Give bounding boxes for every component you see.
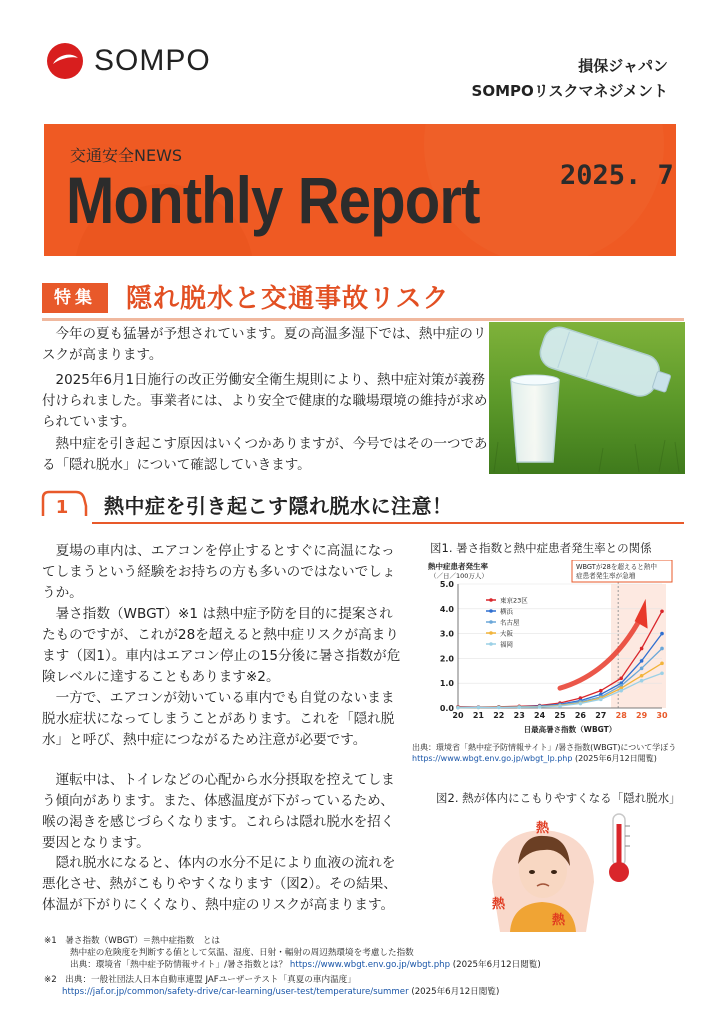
legend-label: 名古屋 bbox=[500, 618, 520, 627]
heat-index-chart bbox=[426, 560, 686, 738]
callout-text-1: WBGTが28を超えると熱中 bbox=[576, 563, 657, 571]
figure-1-source-title: 出典：環境省「熱中症予防情報サイト」/暑さ指数(WBGT)について学ぼう bbox=[412, 743, 677, 752]
legend-marker bbox=[489, 598, 493, 602]
footnote-2 bbox=[44, 974, 499, 998]
y-axis-label: 熱中症患者発生率 bbox=[428, 562, 488, 571]
x-tick-label: 23 bbox=[513, 711, 525, 720]
heat-label-head: 熱 bbox=[536, 821, 550, 836]
data-point bbox=[538, 705, 542, 709]
data-point bbox=[640, 659, 644, 663]
data-point bbox=[477, 706, 481, 710]
section-number: 1 bbox=[55, 497, 69, 518]
x-tick-label: 24 bbox=[534, 711, 546, 720]
body-paragraph-1: 夏場の車内は、エアコンを停止するとすぐに高温になってしまうという経験をお持ちの方も多いのではないでしょうか。 bbox=[42, 543, 396, 601]
footnote-1-date: (2025年6月12日閲覧) bbox=[452, 960, 541, 970]
x-tick-label: 28 bbox=[615, 711, 627, 720]
intro-paragraph-3: 熱中症を引き起こす原因はいくつかありますが、今号ではその一つである「隠れ脱水」について確認していきます。 bbox=[42, 436, 488, 473]
y-axis-unit: （／日／100万人） bbox=[430, 572, 488, 580]
water-bottle-photo bbox=[489, 322, 685, 474]
data-point bbox=[456, 706, 460, 710]
legend-marker bbox=[489, 642, 493, 646]
footnote-2-source: ※2 出典：一般社団法人日本自動車連盟 JAFユーザーテスト「真夏の車内温度」 bbox=[44, 975, 356, 985]
sompo-logo-icon bbox=[46, 42, 84, 80]
data-point bbox=[517, 705, 521, 709]
figure-1-source-link[interactable]: https://www.wbgt.env.go.jp/wbgt_lp.php bbox=[412, 754, 573, 763]
y-tick-label: 1.0 bbox=[439, 679, 454, 689]
company-name-1: 損保ジャパン bbox=[578, 57, 668, 75]
section-title: 熱中症を引き起こす隠れ脱水に注意！ bbox=[104, 494, 453, 518]
footnote-2-date: (2025年6月12日閲覧) bbox=[411, 987, 500, 997]
legend-label: 横浜 bbox=[500, 607, 513, 616]
body-paragraph-4: 運転中は、トイレなどの心配から水分摂取を控えてしまう傾向があります。また、体感温度が下がっているため、喉の渇きを感じづらくなります。これらは隠れ脱水を招く要因となります。 bbox=[42, 772, 395, 851]
feature-tag: 特集 bbox=[42, 283, 108, 313]
issue-date: 2025. 7 bbox=[560, 160, 674, 191]
footnote-1-body: 熱中症の危険度を判断する値として気温、湿度、日射・輻射の周辺熱環境を考慮した指数 bbox=[70, 948, 414, 958]
body-paragraph-2: 暑さ指数（WBGT）※1 は熱中症予防を目的に提案されたものですが、これが28を超えると熱中症リスクが高まります（図1）。車内はエアコン停止の15分後に暑さ指数が危険レベルに達することもあります※2。 bbox=[42, 606, 401, 685]
footnote-1 bbox=[44, 935, 541, 971]
data-point bbox=[619, 676, 623, 680]
data-point bbox=[579, 702, 583, 706]
footnote-1-link[interactable]: https://www.wbgt.env.go.jp/wbgt.php bbox=[289, 960, 451, 970]
data-point bbox=[619, 689, 623, 693]
data-point bbox=[660, 671, 664, 675]
data-point bbox=[558, 704, 562, 708]
body-paragraph-3: 一方で、エアコンが効いている車内でも自覚のないまま脱水症状になってしまうことがあります。これを「隠れ脱水」と呼び、熱中症につながるため注意が必要です。 bbox=[42, 690, 395, 748]
legend-label: 福岡 bbox=[500, 640, 513, 649]
company-name-2: SOMPOリスクマネジメント bbox=[471, 82, 668, 100]
x-tick-label: 25 bbox=[554, 711, 566, 720]
news-label: 交通安全NEWS bbox=[70, 146, 183, 165]
intro-paragraph-2: 2025年6月1日施行の改正労働安全衛生規則により、熱中症対策が義務付けられました。事業者には、より安全で健康的な職場環境の維持が求められています。 bbox=[42, 372, 488, 430]
data-point bbox=[660, 609, 664, 613]
legend-marker bbox=[489, 609, 493, 613]
x-axis-label: 日最高暑さ指数（WBGT） bbox=[523, 725, 617, 734]
figure-2-caption: 図2. 熱が体内にこもりやすくなる「隠れ脱水」 bbox=[436, 791, 681, 805]
legend-marker bbox=[489, 620, 493, 624]
data-point bbox=[640, 674, 644, 678]
feature-divider bbox=[42, 318, 684, 321]
report-title: Monthly Report bbox=[66, 163, 480, 237]
x-tick-label: 29 bbox=[636, 711, 648, 720]
overheated-person-illustration bbox=[482, 812, 672, 932]
heat-label-left: 熱 bbox=[492, 897, 506, 912]
data-point bbox=[599, 689, 603, 693]
y-tick-label: 0.0 bbox=[439, 704, 454, 713]
data-point bbox=[640, 647, 644, 651]
section-number-badge bbox=[40, 486, 88, 524]
heat-label-body: 熱 bbox=[552, 913, 566, 928]
x-tick-label: 21 bbox=[472, 711, 484, 720]
figure-1-source bbox=[412, 742, 712, 764]
data-point bbox=[640, 679, 644, 683]
footnote-2-link[interactable]: https://jaf.or.jp/common/safety-drive/car-learning/user-test/temperature/summer bbox=[62, 987, 409, 997]
thermometer-icon bbox=[609, 814, 630, 882]
feature-title: 隠れ脱水と交通事故リスク bbox=[126, 284, 450, 314]
x-tick-label: 27 bbox=[595, 711, 607, 720]
brand-name: SOMPO bbox=[94, 44, 211, 77]
legend-marker bbox=[489, 631, 493, 635]
x-tick-label: 30 bbox=[656, 711, 668, 720]
data-point bbox=[497, 706, 501, 710]
intro-paragraph-1: 今年の夏も猛暑が予想されています。夏の高温多湿下では、熱中症のリスクが高まります。 bbox=[42, 326, 487, 363]
data-point bbox=[599, 698, 603, 702]
figure-1-source-date: (2025年6月12日閲覧) bbox=[574, 754, 657, 763]
data-point bbox=[640, 667, 644, 671]
figure-1-caption: 図1. 暑さ指数と熱中症患者発生率との関係 bbox=[430, 541, 652, 555]
data-point bbox=[660, 647, 664, 651]
y-tick-label: 5.0 bbox=[439, 580, 454, 589]
section-divider bbox=[92, 522, 684, 524]
legend-label: 大阪 bbox=[500, 629, 513, 638]
y-tick-label: 4.0 bbox=[439, 604, 454, 614]
data-point bbox=[660, 632, 664, 636]
x-tick-label: 26 bbox=[574, 711, 586, 720]
callout-text-2: 症患者発生率が急増 bbox=[576, 572, 636, 580]
x-tick-label: 22 bbox=[493, 711, 505, 720]
data-point bbox=[660, 662, 664, 666]
y-tick-label: 2.0 bbox=[439, 654, 454, 664]
footnote-1-source: 出典：環境省「熱中症予防情報サイト」/暑さ指数とは？ bbox=[70, 960, 288, 970]
x-tick-label: 20 bbox=[452, 711, 464, 720]
legend-label: 東京23区 bbox=[500, 596, 528, 605]
y-tick-label: 3.0 bbox=[439, 629, 454, 639]
footnote-1-title: ※1 暑さ指数（WBGT）＝熱中症指数 とは bbox=[44, 936, 221, 946]
body-paragraph-5: 隠れ脱水になると、体内の水分不足により血液の流れを悪化させ、熱がこもりやすくなります（図2）。その結果、体温が下がりにくくなり、熱中症のリスクが高まります。 bbox=[42, 855, 397, 913]
